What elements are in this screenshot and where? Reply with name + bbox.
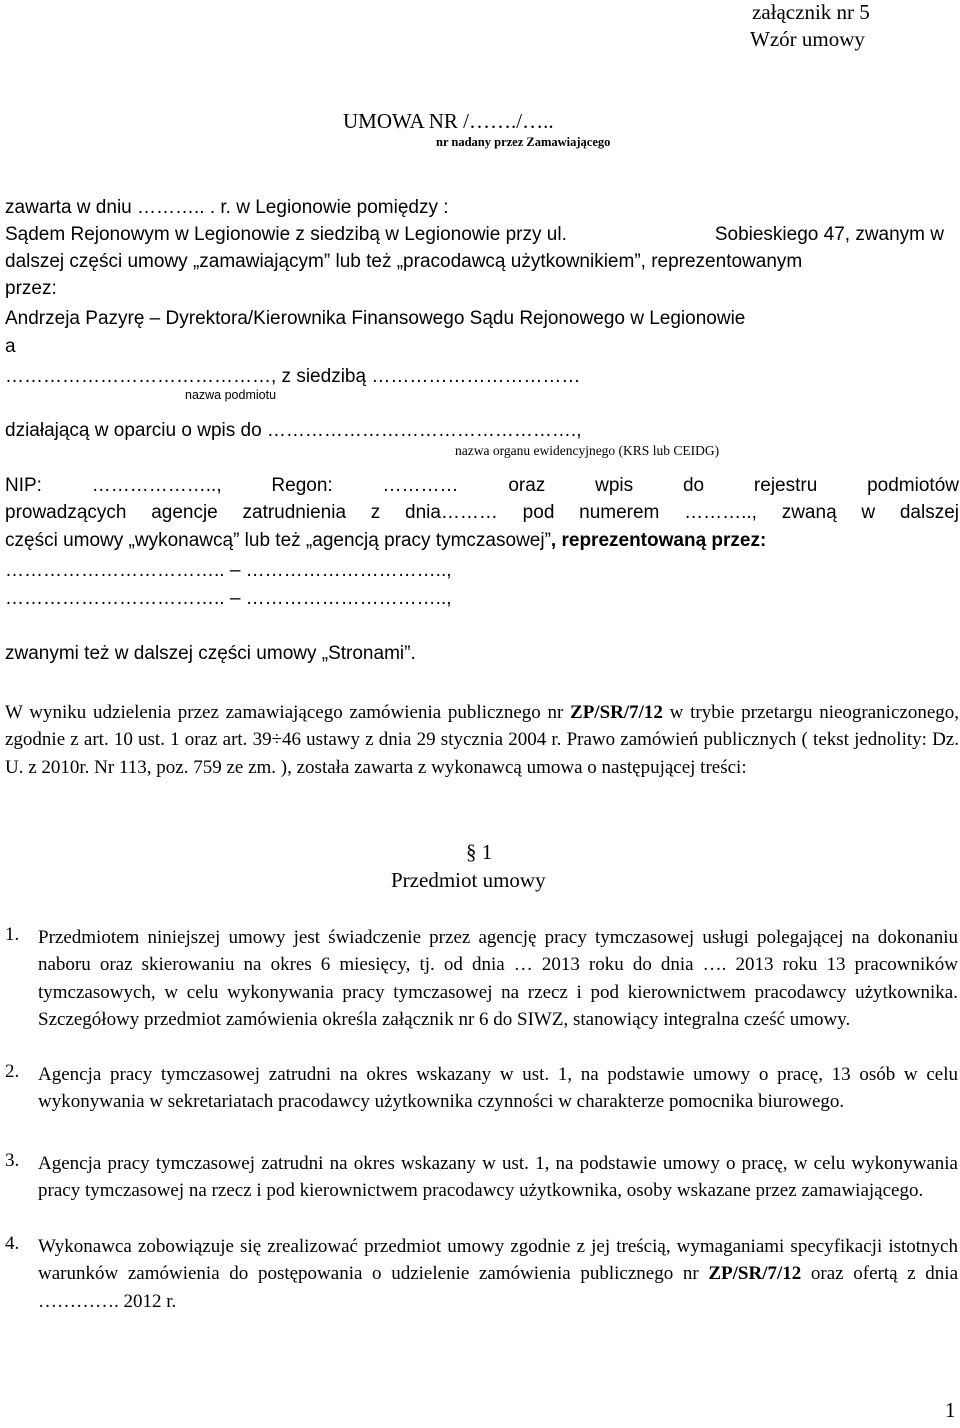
item-number: 4. xyxy=(5,1233,20,1254)
contract-number-caption: nr nadany przez Zamawiającego xyxy=(436,135,611,149)
contractor-name-line: ……………………………………, z siedzibą …………………………… xyxy=(5,366,581,387)
item-text: Przedmiotem niniejszej umowy jest świadczenie przez agencję pracy tymczasowej usługi polegającej na dokonaniu naboru oraz skierowaniu na okres 6 miesięcy, tj. od dnia … 2013 roku do dnia …. 2013 roku 13 pracowników tymczasowych, w celu wykonywania pracy tymczasowej na rzecz i pod kierownictwem pracodawcy użytkownika. Szczegółowy przedmiot zamówienia określa załącznik nr 6 do SIWZ, stanowiący integralna cześć umowy. xyxy=(38,927,958,1030)
represented-by: , reprezentowaną przez: xyxy=(550,530,767,551)
attachment-label: załącznik nr 5 xyxy=(752,0,870,24)
conjunction-a: a xyxy=(5,336,16,357)
item-4-text-a: Wykonawca zobowiązuje się zrealizować przedmiot umowy zgodnie z jej treścią, wymaganiami specyfikacji istotnych warunków zamówienia do postępowania o udzielenie zamówienia publicznego nr xyxy=(38,1236,958,1285)
nip-regon-line: NIP: ……………….., Regon: ………… oraz wpis do rejestru podmiotów xyxy=(5,475,959,496)
item-number: 2. xyxy=(5,1061,20,1082)
basis-text-2: w trybie przetargu nieograniczonego, zgodnie z art. 10 ust. 1 oraz art. 39÷46 ustawy z dnia 29 stycznia 2004 r. Prawo zamówień publicznych ( tekst jednolity: Dz. U. z 2010r. Nr 113, poz. 759 ze zm. ), została zawarta z wykonawcą umowa o następującej treści: xyxy=(5,702,960,778)
template-label: Wzór umowy xyxy=(750,27,865,51)
registry-caption: nazwa organu ewidencyjnego (KRS lub CEIDG) xyxy=(455,443,720,458)
basis-text-1: W wyniku udzielenia przez zamawiającego zamówienia publicznego nr xyxy=(5,702,564,723)
contractor-alias-line xyxy=(5,530,766,552)
item-number: 1. xyxy=(5,924,20,945)
representative-1: …………………………….. – ………………………….., xyxy=(5,560,452,581)
tender-number: ZP/SR/7/12 xyxy=(570,702,663,723)
intro-line-3: dalszej części umowy „zamawiającym” lub też „pracodawcą użytkownikiem”, reprezentowanym xyxy=(5,251,803,272)
parties-line: zwanymi też w dalszej części umowy „Stronami”. xyxy=(5,643,416,664)
item-text xyxy=(38,1233,958,1315)
representative-line: Andrzeja Pazyrę – Dyrektora/Kierownika Finansowego Sądu Rejonowego w Legionowie xyxy=(5,308,746,329)
section-number: § 1 xyxy=(466,840,493,864)
section-title: Przedmiot umowy xyxy=(391,868,546,892)
tender-number-2: ZP/SR/7/12 xyxy=(708,1263,802,1285)
intro-line-4: przez: xyxy=(5,278,57,299)
contract-title: UMOWA NR /……./….. xyxy=(343,109,554,133)
item-text: Agencja pracy tymczasowej zatrudni na okres wskazany w ust. 1, na podstawie umowy o pracę, w celu wykonywania pracy tymczasowej na rzecz i pod kierownictwem pracodawcy użytkownika, osoby wskazane przez zamawiającego. xyxy=(38,1153,958,1202)
page-number: 1 xyxy=(945,1398,956,1422)
intro-line-1: zawarta w dniu ……….. . r. w Legionowie pomiędzy : xyxy=(5,197,449,218)
representative-2: …………………………….. – ………………………….., xyxy=(5,588,452,609)
registry-number-line: prowadzących agencje zatrudnienia z dnia……… pod numerem ……….., zwaną w dalszej xyxy=(5,502,959,523)
court-address-end: Sobieskiego 47, zwanym w xyxy=(714,224,944,245)
intro-line-2 xyxy=(5,224,960,246)
contractor-name-caption: nazwa podmiotu xyxy=(185,388,277,402)
item-number: 3. xyxy=(5,1150,20,1171)
contractor-alias: części umowy „wykonawcą” lub też „agencją pracy tymczasowej” xyxy=(5,530,551,551)
court-name: Sądem Rejonowym w Legionowie z siedzibą w Legionowie przy ul. xyxy=(5,224,567,245)
basis-paragraph xyxy=(5,699,959,781)
registry-line: działającą w oparciu o wpis do …………………………………………., xyxy=(5,420,582,441)
item-4-text-b: oraz ofertą z dnia …………. 2012 r. xyxy=(38,1263,959,1312)
item-text: Agencja pracy tymczasowej zatrudni na okres wskazany w ust. 1, na podstawie umowy o pracę, 13 osób w celu wykonywania w sekretariatach pracodawcy użytkownika czynności w charakterze pomocnika biurowego. xyxy=(38,1064,958,1113)
